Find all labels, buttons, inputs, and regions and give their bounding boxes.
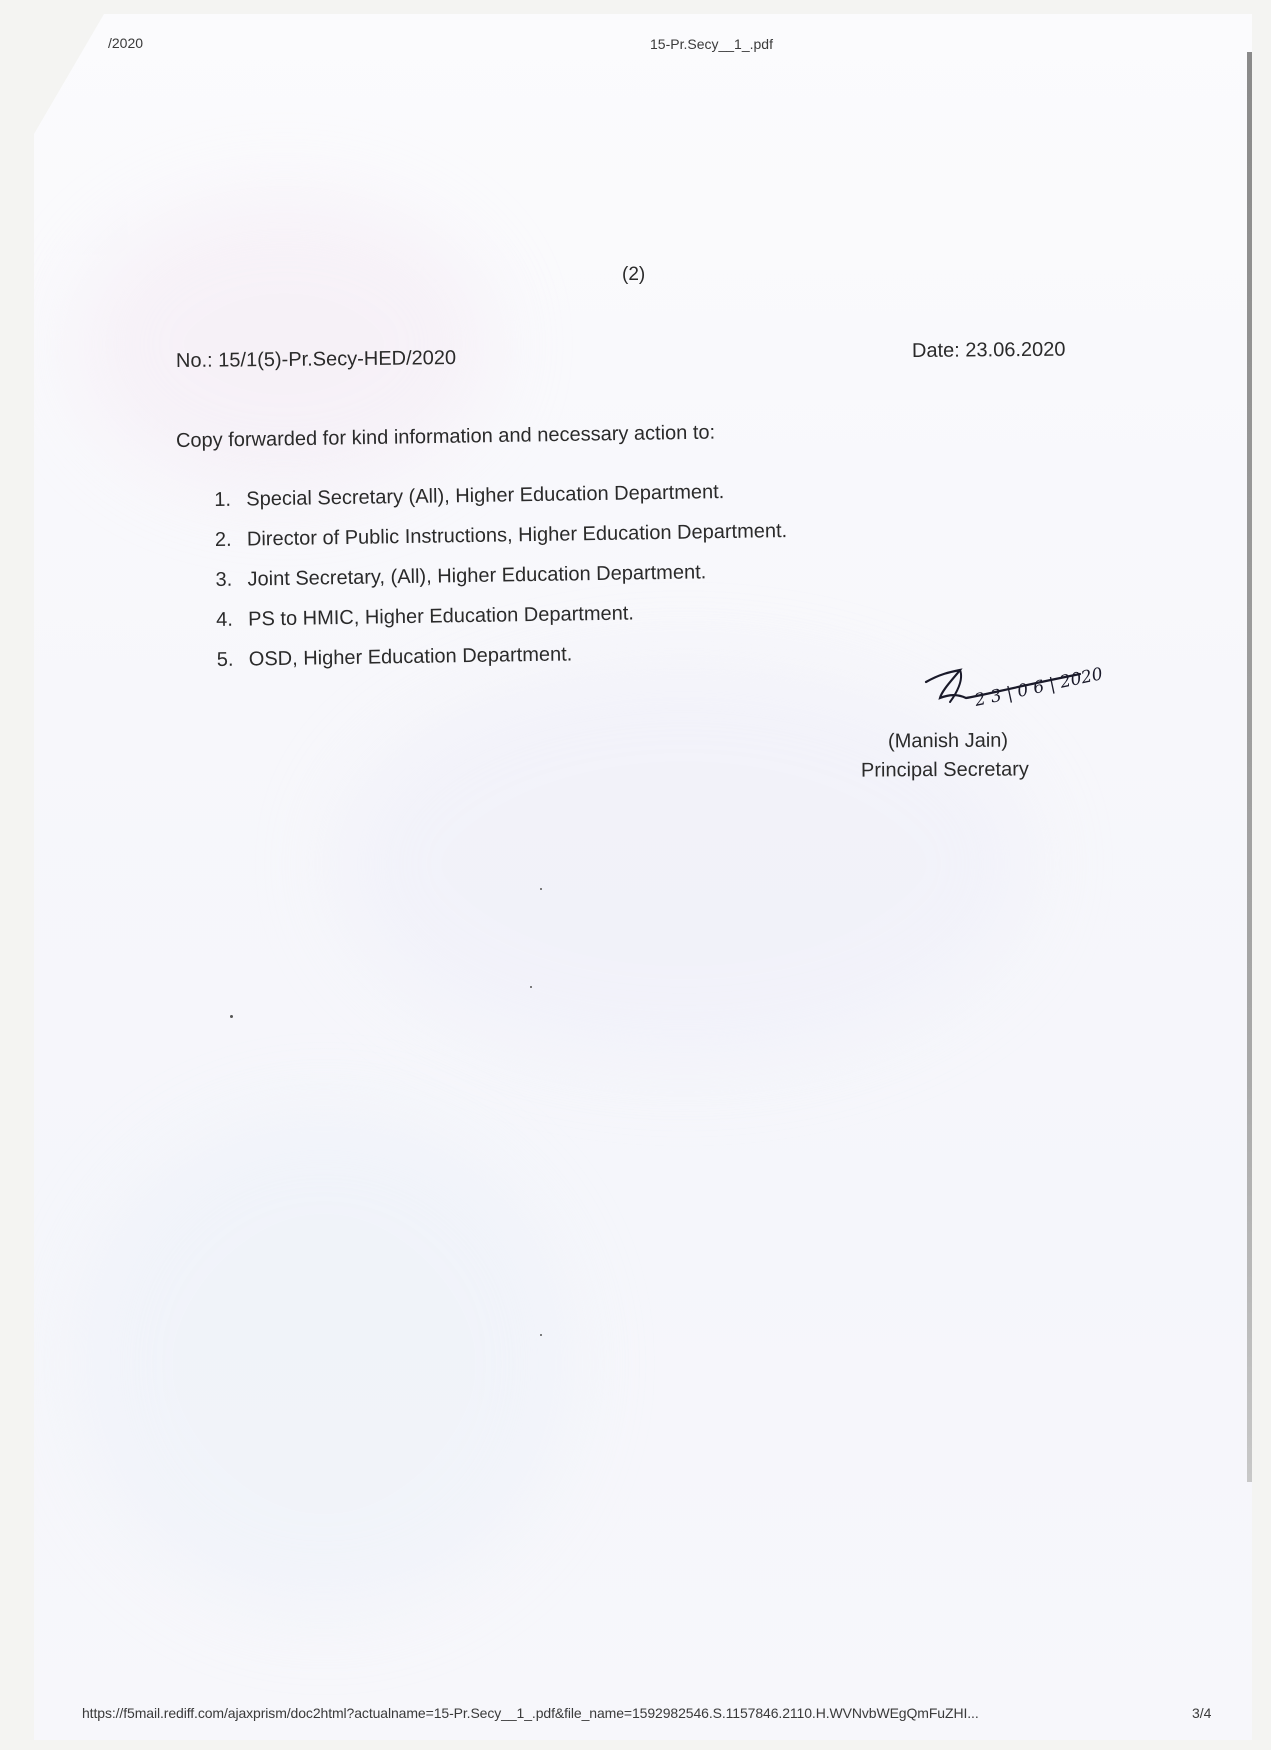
handwritten-signature [920,664,1105,724]
list-number: 2. [214,528,232,551]
signatory-title: Principal Secretary [860,758,1029,782]
print-header-date: /2020 [108,35,144,51]
recipient-text: OSD, Higher Education Department. [248,643,573,671]
recipient-text: Joint Secretary, (All), Higher Education Department. [247,561,707,591]
scan-tint [74,1114,574,1614]
scan-speck [540,888,542,890]
list-number: 1. [214,488,232,511]
print-footer-url: https://f5mail.rediff.com/ajaxprism/doc2html?actualname=15-Pr.Secy__1_.pdf&file_name=1592982546.S.1157846.2110.H.WVNvbWEgQmFuZHI... [82,1705,979,1721]
scan-speck [530,986,532,988]
print-header-file-title: 15-Pr.Secy__1_.pdf [650,36,773,52]
scan-tint [334,664,1034,1064]
forwarding-intro: Copy forwarded for kind information and necessary action to: [175,421,716,452]
list-number: 4. [216,608,234,631]
recipient-text: PS to HMIC, Higher Education Department. [248,602,635,631]
scan-speck [540,1334,542,1336]
list-number: 5. [216,648,234,671]
recipient-list [214,471,789,680]
page-number: (2) [622,264,646,285]
signatory-name: (Manish Jain) [887,729,1009,753]
list-number: 3. [215,568,233,591]
scan-edge-shadow [1247,52,1252,1482]
letter-date: Date: 23.06.2020 [911,338,1066,362]
svg-text:2 3 | 0 6 | 2020: 2 3 | 0 6 | 2020 [972,664,1105,711]
scan-speck [230,1015,233,1018]
print-footer-page-indicator: 3/4 [1192,1705,1212,1721]
recipient-text: Director of Public Instructions, Higher Education Department. [246,520,788,551]
recipient-text: Special Secretary (All), Higher Education Department. [246,480,725,511]
reference-number: No.: 15/1(5)-Pr.Secy-HED/2020 [175,347,457,372]
